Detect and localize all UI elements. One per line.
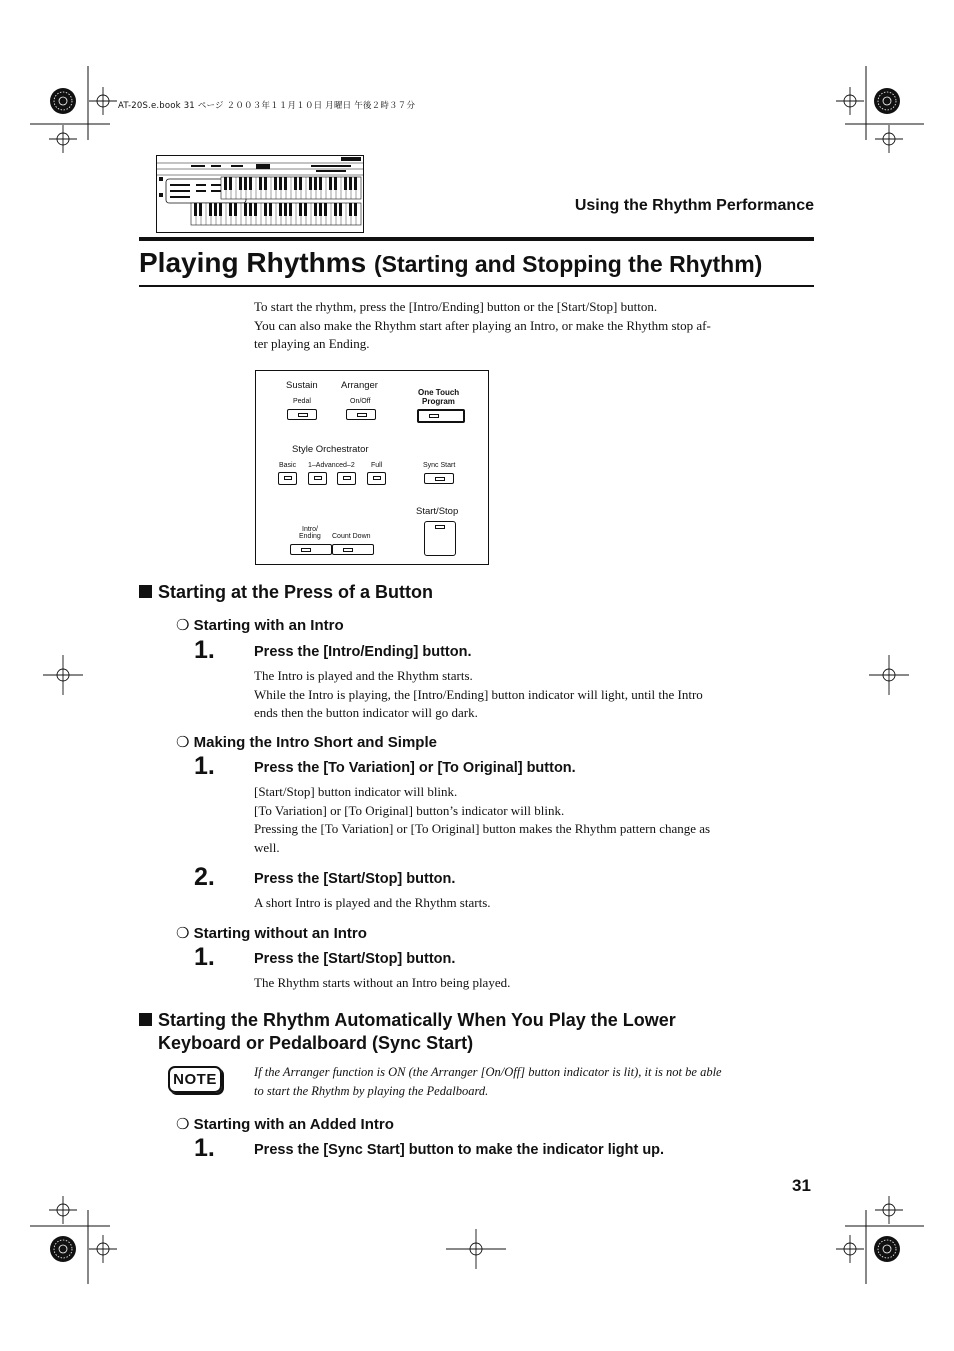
basic-label: Basic	[279, 462, 297, 469]
program-label: Program	[422, 397, 455, 406]
title-rule-top	[139, 237, 814, 241]
intro-ending-label-2: Ending	[299, 533, 321, 540]
sync-start-button[interactable]	[424, 473, 454, 484]
step-description: A short Intro is played and the Rhythm starts.	[254, 895, 491, 910]
step-number: 2.	[194, 863, 215, 891]
full-label: Full	[371, 462, 383, 469]
sustain-label: Sustain	[286, 380, 318, 391]
organ-thumbnail-icon	[156, 155, 364, 233]
page-title-main: Playing Rhythms	[139, 247, 374, 278]
intro-line-1: To start the rhythm, press the [Intro/Ending] button or the [Start/Stop] button.	[254, 299, 658, 314]
count-down-button[interactable]	[332, 544, 374, 555]
step-instruction: Press the [Intro/Ending] button.	[254, 644, 472, 660]
square-bullet-icon	[139, 585, 152, 598]
intro-paragraph	[254, 298, 764, 354]
step-instruction: Press the [Start/Stop] button.	[254, 871, 456, 887]
advanced-label: 1–Advanced–2	[308, 462, 355, 469]
step-number: 1.	[194, 1134, 215, 1162]
full-button[interactable]	[367, 472, 386, 485]
subheading-added-intro: ❍ Starting with an Added Intro	[176, 1116, 394, 1133]
page-title-sub: (Starting and Stopping the Rhythm)	[373, 251, 763, 277]
basic-button[interactable]	[278, 472, 297, 485]
arranger-label: Arranger	[341, 380, 378, 391]
step-instruction: Press the [Sync Start] button to make the indicator light up.	[254, 1142, 665, 1158]
square-bullet-icon	[139, 1013, 152, 1026]
sustain-pedal-button[interactable]	[287, 409, 317, 420]
arranger-on-off-button[interactable]	[346, 409, 376, 420]
step-instruction: Press the [Start/Stop] button.	[254, 951, 456, 967]
title-rule-bottom	[139, 285, 814, 287]
style-orchestrator-label: Style Orchestrator	[292, 444, 369, 455]
one-touch-program-button[interactable]	[417, 409, 465, 423]
subheading-short-intro: ❍ Making the Intro Short and Simple	[176, 734, 437, 751]
intro-ending-label-1: Intro/	[302, 526, 318, 533]
advanced-2-button[interactable]	[337, 472, 356, 485]
note-badge: NOTE	[168, 1066, 222, 1093]
pedal-label: Pedal	[293, 398, 311, 405]
advanced-1-button[interactable]	[308, 472, 327, 485]
intro-line-3: ter playing an Ending.	[254, 336, 370, 351]
intro-ending-button[interactable]	[290, 544, 332, 555]
one-touch-label: One Touch	[418, 388, 460, 397]
step-number: 1.	[194, 636, 215, 664]
note-text: If the Arranger function is ON (the Arranger [On/Off] button indicator is lit), it is not be able to start the Rhythm by playing the Pedalboard.	[254, 1065, 722, 1098]
sync-start-label: Sync Start	[423, 462, 456, 469]
print-header: AT-20S.e.book 31 ページ ２００３年１１月１０日 月曜日 午後２時３７分	[118, 101, 416, 111]
page-title	[139, 247, 762, 279]
step-description: The Rhythm starts without an Intro being played.	[254, 975, 511, 990]
start-stop-label: Start/Stop	[416, 506, 459, 517]
on-off-label: On/Off	[350, 398, 371, 405]
step-number: 1.	[194, 943, 215, 971]
step-description: The Intro is played and the Rhythm starts. While the Intro is playing, the [Intro/Ending] button indicator will light, until the Intro ends then the button indicator will go dark.	[254, 668, 703, 720]
page-number: 31	[792, 1176, 811, 1195]
subheading-without-intro: ❍ Starting without an Intro	[176, 925, 367, 942]
section-heading-button-start: Starting at the Press of a Button	[139, 582, 433, 603]
start-stop-button[interactable]	[424, 521, 456, 556]
step-instruction: Press the [To Variation] or [To Original] button.	[254, 760, 576, 776]
section-header: Using the Rhythm Performance	[574, 197, 814, 214]
step-number: 1.	[194, 752, 215, 780]
section-heading-sync-start-line2: Keyboard or Pedalboard (Sync Start)	[158, 1033, 474, 1053]
count-down-label: Count Down	[332, 533, 371, 540]
step-description: [Start/Stop] button indicator will blink. [To Variation] or [To Original] button’s indicator will blink. Pressing the [To Variation] or [To Original] button makes the Rhythm pattern change as well.	[254, 784, 711, 855]
section-heading-sync-start: Starting the Rhythm Automatically When You Play the Lower	[139, 1010, 676, 1031]
control-panel-diagram	[255, 370, 489, 565]
subheading-starting-with-intro: ❍ Starting with an Intro	[176, 617, 344, 634]
intro-line-2: You can also make the Rhythm start after playing an Intro, or make the Rhythm stop af-	[254, 317, 711, 333]
